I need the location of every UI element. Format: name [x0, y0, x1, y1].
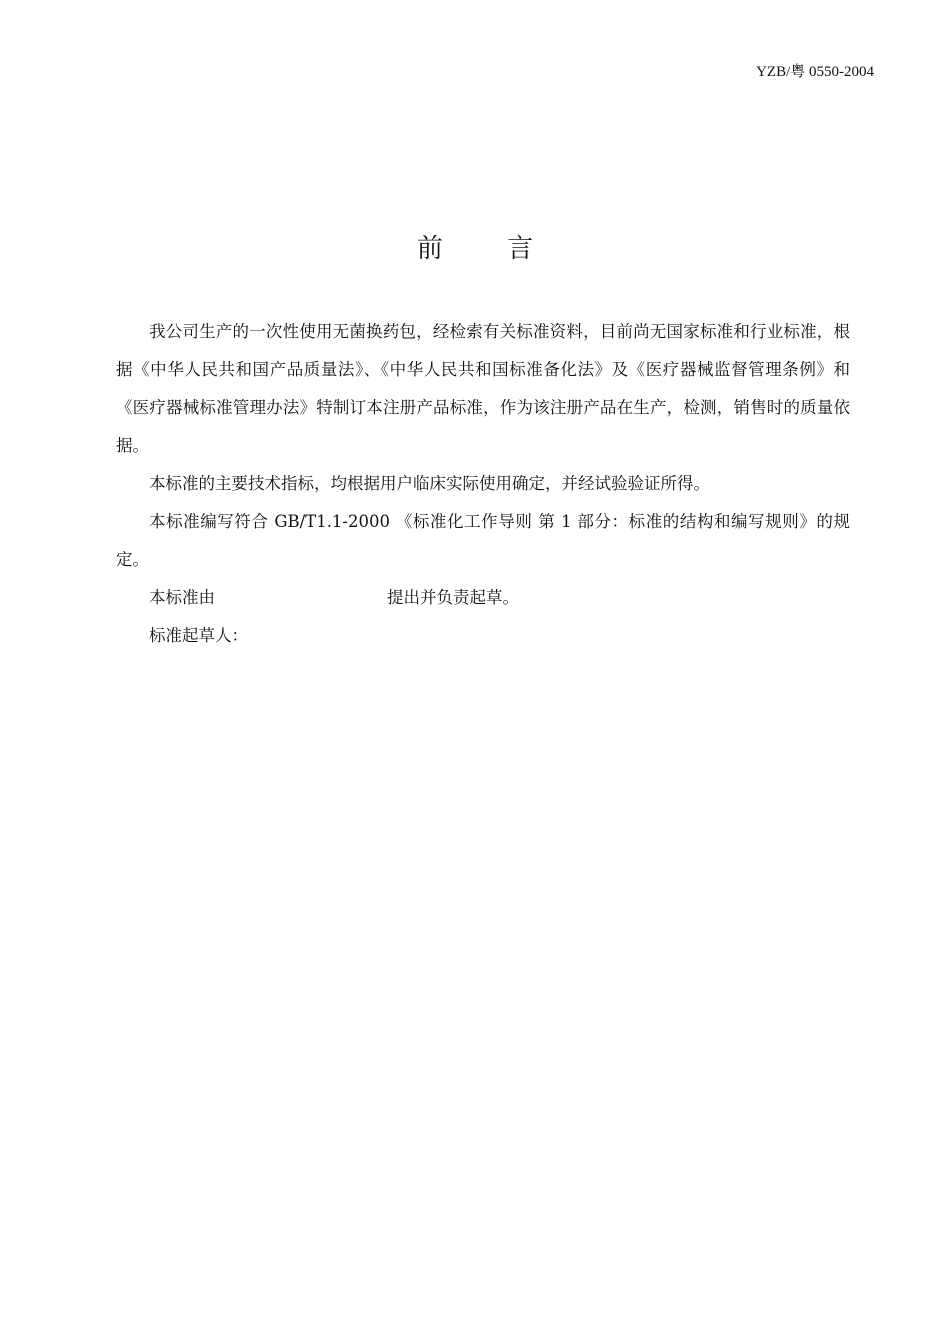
standard-code: YZB/粤 0550-2004 — [756, 64, 874, 80]
preface-body — [116, 313, 850, 655]
page-title: 前 言 — [416, 234, 562, 265]
paragraph-technical-indicators: 本标准的主要技术指标，均根据用户临床实际使用确定，并经试验验证所得。 — [149, 474, 710, 493]
paragraph-proposer — [116, 579, 850, 617]
proposer-prefix: 本标准由 — [149, 588, 215, 607]
paragraph-drafters: 标准起草人： — [149, 626, 248, 645]
proposer-suffix: 提出并负责起草。 — [387, 588, 519, 607]
paragraph-compliance: 本标准编写符合 GB/T1.1-2000 《标准化工作导则 第 1 部分：标准的结构和编写规则》的规定。 — [116, 512, 850, 569]
paragraph-background: 我公司生产的一次性使用无菌换药包，经检索有关标准资料，目前尚无国家标准和行业标准，根据《中华人民共和国产品质量法》、《中华人民共和国标准备化法》及《医疗器械监督管理条例》和《医疗器械标准管理办法》特制订本注册产品标准，作为该注册产品在生产，检测，销售时的质量依据。 — [116, 322, 850, 455]
